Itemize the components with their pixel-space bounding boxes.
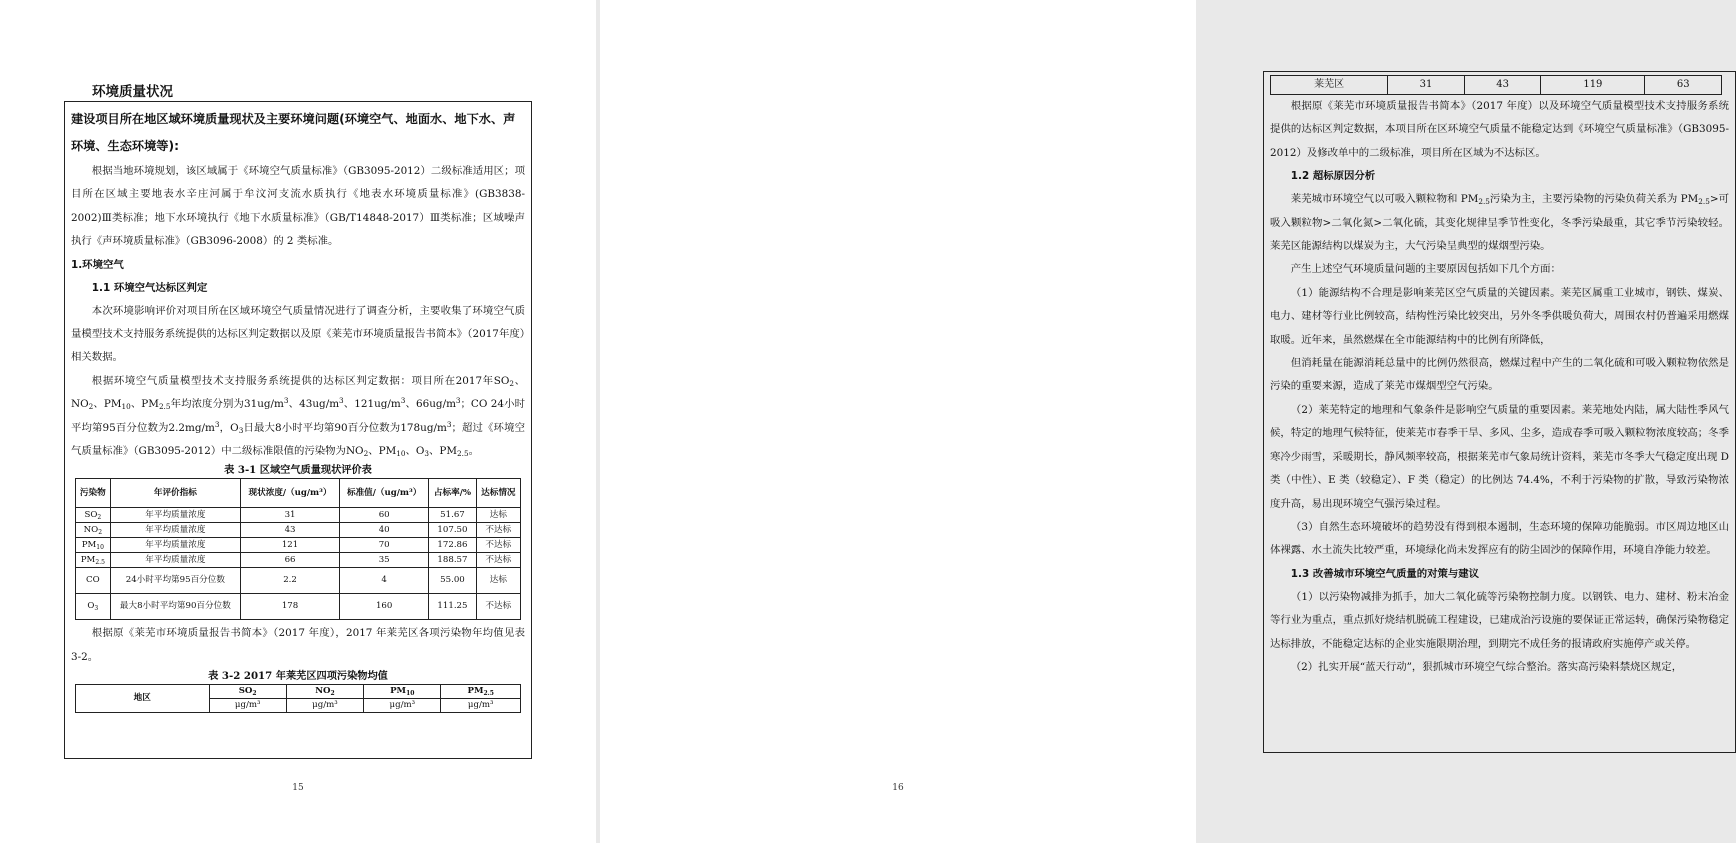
cell-unit: μg/m³ bbox=[441, 699, 521, 713]
paragraph-reasons-intro: 产生上述空气环境质量问题的主要原因包括如下几个方面： bbox=[1290, 263, 1561, 276]
table-header-cell: 标准值/（ug/m³） bbox=[340, 479, 429, 508]
cell-indicator: 最大8小时平均第90百分位数 bbox=[110, 594, 240, 620]
paragraph-measure-1: （1）以污染物减排为抓手，加大二氧化硫等污染物控制力度。以钢铁、电力、建材、粉末冶金等行业为重点，重点抓好烧结机脱硫工程建设，已建成治污设施的要保证正常运转，确保污染物稳定达标排放，不能稳定达标的企业实施限期治理，到期完不成任务的报请政府实施停产或关停。 bbox=[1270, 590, 1729, 650]
paragraph-after-table: 根据原《莱芜市环境质量报告书简本》（2017 年度），2017 年莱芜区各项污染物年均值见表 3-2。 bbox=[71, 627, 525, 663]
cell-standard: 70 bbox=[340, 538, 429, 553]
cell-unit: μg/m³ bbox=[364, 699, 441, 713]
cell-indicator: 年平均质量浓度 bbox=[110, 553, 240, 568]
page-number: 15 bbox=[292, 783, 304, 793]
table1-caption: 表 3-1 区域空气质量现状评价表 bbox=[224, 464, 372, 477]
box-heading: 建设项目所在地区域环境质量现状及主要环境问题(环境空气、地面水、地下水、声环境、生态环境等): bbox=[71, 112, 516, 153]
cell-status: 不达标 bbox=[476, 553, 520, 568]
cell-pollutant: $O_3$ bbox=[76, 594, 111, 620]
table-header-cell: 占标率/% bbox=[429, 479, 476, 508]
cell-pollutant: $PM_{2.5}$ bbox=[76, 553, 111, 568]
paragraph-survey: 本次环境影响评价对项目所在区域环境空气质量情况进行了调查分析，主要收集了环境空气质量模型技术支持服务系统提供的达标区判定数据以及原《莱芜市环境质量报告书简本》（2017年度）相关数据。 bbox=[71, 304, 525, 364]
table-header-cell: $SO_2$ bbox=[209, 685, 286, 699]
cell-pollutant: CO bbox=[76, 568, 111, 594]
cell-status: 不达标 bbox=[476, 538, 520, 553]
cell-pollutant: $PM_{10}$ bbox=[76, 538, 111, 553]
cell-current: 43 bbox=[241, 523, 340, 538]
paragraph-reason-2: （2）莱芜特定的地理和气象条件是影响空气质量的重要因素。莱芜地处内陆，属大陆性季风气候，特定的地理气候特征，使莱芜市春季干旱、多风、尘多，造成春季可吸入颗粒物浓度较高；冬季寒冷少雨雪，采暖期长，静风频率较高，根据莱芜市气象局统计资料，莱芜市冬季大气稳定度出现 D 类（中性）、E 类（较稳定）、F 类（稳定）的比例达 74.4%，不利于污染物的扩散，导致污染物浓度升高，易出现环境空气强污染过程。 bbox=[1270, 403, 1729, 510]
table-header-row bbox=[76, 479, 521, 508]
heading-attainment: 1.1 环境空气达标区判定 bbox=[91, 281, 208, 294]
cell-region: 莱芜区 bbox=[1271, 76, 1388, 95]
cell-ratio: 188.57 bbox=[429, 553, 476, 568]
table-pollutant-means-continued bbox=[1270, 75, 1722, 95]
cell-status: 不达标 bbox=[476, 594, 520, 620]
cell-current: 66 bbox=[241, 553, 340, 568]
table-header-cell: $PM_{2.5}$ bbox=[441, 685, 521, 699]
table-row bbox=[76, 538, 521, 553]
cell-pm10: 119 bbox=[1541, 76, 1645, 95]
cell-unit: μg/m³ bbox=[209, 699, 286, 713]
heading-measures: 1.3 改善城市环境空气质量的对策与建议 bbox=[1290, 567, 1480, 580]
cell-pollutant: $SO_2$ bbox=[76, 508, 111, 523]
cell-current: 31 bbox=[241, 508, 340, 523]
cell-ratio: 51.67 bbox=[429, 508, 476, 523]
cell-indicator: 24小时平均第95百分位数 bbox=[110, 568, 240, 594]
cell-indicator: 年平均质量浓度 bbox=[110, 538, 240, 553]
cell-ratio: 111.25 bbox=[429, 594, 476, 620]
cell-current: 121 bbox=[241, 538, 340, 553]
paragraph-conclusion: 根据原《莱芜市环境质量报告书简本》（2017 年度）以及环境空气质量模型技术支持服务系统提供的达标区判定数据，本项目所在区环境空气质量不能稳定达到《环境空气质量标准》（GB3095-2012）及修改单中的二级标准，项目所在区域为不达标区。 bbox=[1270, 100, 1729, 159]
table-header-cell: $PM_{10}$ bbox=[364, 685, 441, 699]
table-header-cell: 污染物 bbox=[76, 479, 111, 508]
table-header-region: 地区 bbox=[76, 685, 210, 713]
table-header-row bbox=[76, 685, 521, 699]
heading-cause-analysis: 1.2 超标原因分析 bbox=[1290, 170, 1376, 183]
paragraph-measure-2: （2）扎实开展“蓝天行动”，狠抓城市环境空气综合整治。落实高污染料禁烧区规定， bbox=[1290, 660, 1683, 673]
cell-status: 达标 bbox=[476, 508, 520, 523]
paragraph-reason-1: （1）能源结构不合理是影响莱芜区空气质量的关键因素。莱芜区属重工业城市，钢铁、煤炭、电力、建材等行业比例较高，结构性污染比较突出，另外冬季供暖负荷大，周围农村仍普遍采用燃煤取暖。近年来，虽然燃煤在全市能源结构中的比例有所降低， bbox=[1270, 286, 1729, 346]
table-air-quality-assessment bbox=[75, 478, 521, 620]
cell-status: 不达标 bbox=[476, 523, 520, 538]
table-row bbox=[76, 508, 521, 523]
cell-standard: 160 bbox=[340, 594, 429, 620]
cell-ratio: 172.86 bbox=[429, 538, 476, 553]
content-frame-left bbox=[64, 101, 532, 759]
content-frame-right bbox=[1263, 71, 1736, 753]
cell-standard: 60 bbox=[340, 508, 429, 523]
table-row bbox=[76, 553, 521, 568]
heading-air: 1.环境空气 bbox=[71, 258, 124, 271]
page-number: 16 bbox=[892, 783, 904, 793]
cell-pm25: 63 bbox=[1645, 76, 1722, 95]
table-header-cell: 年评价指标 bbox=[110, 479, 240, 508]
cell-no2: 43 bbox=[1464, 76, 1541, 95]
paragraph-reason-3: （3）自然生态环境破坏的趋势没有得到根本遏制，生态环境的保障功能脆弱。市区周边地区山体裸露、水土流失比较严重，环境绿化尚未发挥应有的防尘固沙的保障作用，环境自净能力较差。 bbox=[1270, 520, 1729, 557]
cell-current: 178 bbox=[241, 594, 340, 620]
table-header-cell: 现状浓度/（ug/m³） bbox=[241, 479, 340, 508]
document-page-left bbox=[0, 0, 596, 843]
document-page-right bbox=[600, 0, 1729, 843]
cell-indicator: 年平均质量浓度 bbox=[110, 523, 240, 538]
paragraph-concentrations: 根据环境空气质量模型技术支持服务系统提供的达标区判定数据：项目所在2017年$SO_2$、$NO_2$、$PM_{10}$、$PM_{2.5}$年均浓度分别为$31ug/m^3$、$43ug/m^3$、$121ug/m^3$、$66ug/m^3$；CO 24小时平均第95百分位数为$2.2mg/m^3$，$O_3$日最大8小时平均第90百分位数为$178ug/m^3$；超过《环境空气质量标准》（GB3095-2012）中二级标准限值的污染物为$NO_2$、$PM_{10}$、$O_3$、$PM_{2.5}$。 bbox=[71, 374, 526, 459]
paragraph-cause: 莱芜城市环境空气以可吸入颗粒物和 $PM_{2.5}$污染为主，主要污染物的污染负荷关系为 $PM_{2.5}>$可吸入颗粒物>二氧化氮>二氧化硫，其变化规律呈季节性变化，冬季污染最重，其它季节污染较轻。莱芜区能源结构以煤炭为主，大气污染呈典型的煤烟型污染。 bbox=[1270, 193, 1729, 253]
table-header-cell: 达标情况 bbox=[476, 479, 520, 508]
cell-unit: μg/m³ bbox=[286, 699, 363, 713]
cell-standard: 4 bbox=[340, 568, 429, 594]
table-row bbox=[76, 594, 521, 620]
section-title: 环境质量状况 bbox=[92, 84, 173, 100]
cell-status: 达标 bbox=[476, 568, 520, 594]
table-pollutant-means bbox=[75, 684, 521, 713]
table-row bbox=[76, 568, 521, 594]
cell-ratio: 107.50 bbox=[429, 523, 476, 538]
paragraph-reason-1-cont: 但消耗量在能源消耗总量中的比例仍然很高，燃煤过程中产生的二氧化硫和可吸入颗粒物依然是污染的重要来源，造成了莱芜市煤烟型空气污染。 bbox=[1270, 357, 1729, 393]
cell-standard: 35 bbox=[340, 553, 429, 568]
cell-indicator: 年平均质量浓度 bbox=[110, 508, 240, 523]
paragraph-standards: 根据当地环境规划，该区域属于《环境空气质量标准》（GB3095-2012）二级标准适用区；项目所在区域主要地表水辛庄河属于牟汶河支流水质执行《地表水环境质量标准》(GB3838-2002)Ⅲ类标准；地下水环境执行《地下水质量标准》（GB/T14848-2017）Ⅲ类标准；区域噪声执行《声环境质量标准》（GB3096-2008）的 2 类标准。 bbox=[71, 165, 525, 248]
table-row bbox=[76, 523, 521, 538]
cell-standard: 40 bbox=[340, 523, 429, 538]
cell-pollutant: $NO_2$ bbox=[76, 523, 111, 538]
table-row bbox=[1271, 76, 1722, 95]
table-header-cell: $NO_2$ bbox=[286, 685, 363, 699]
cell-ratio: 55.00 bbox=[429, 568, 476, 594]
cell-current: 2.2 bbox=[241, 568, 340, 594]
cell-so2: 31 bbox=[1388, 76, 1465, 95]
table2-caption: 表 3-2 2017 年莱芜区四项污染物均值 bbox=[208, 670, 388, 683]
